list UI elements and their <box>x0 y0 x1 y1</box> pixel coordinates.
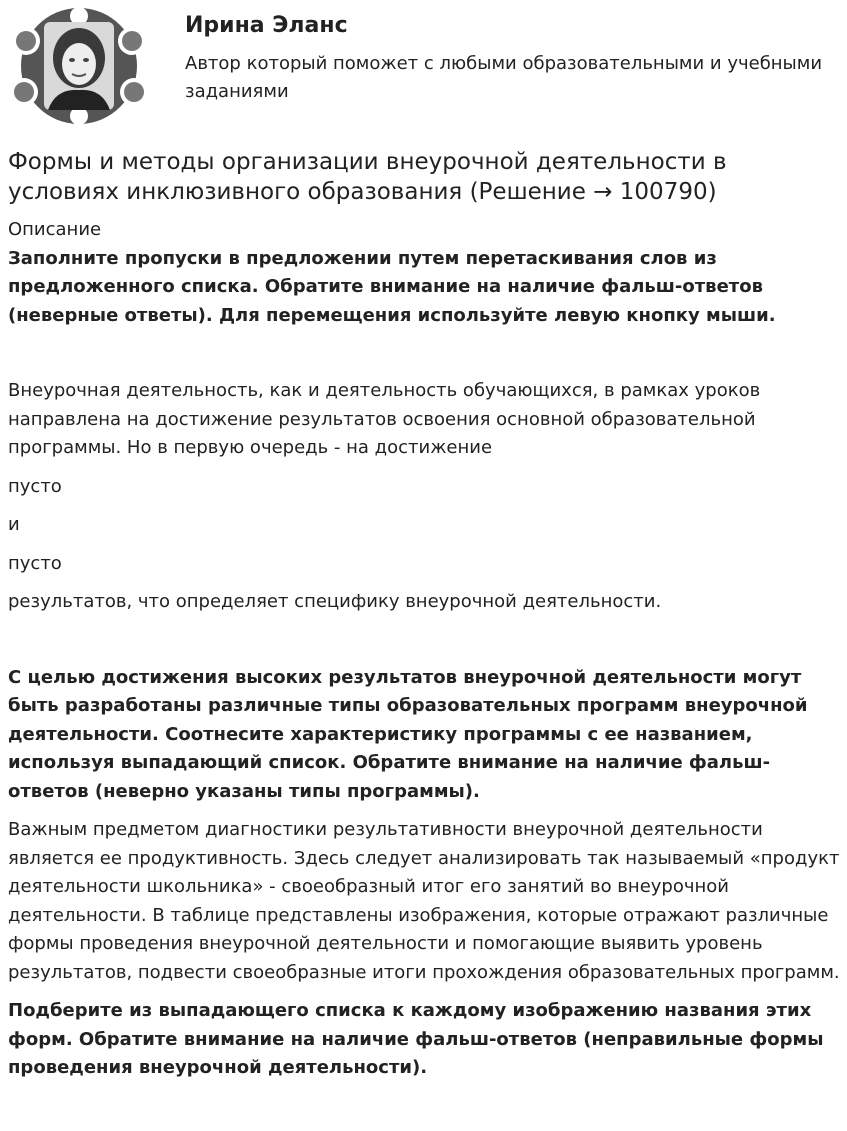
drop-blank-2[interactable]: пусто <box>8 552 62 574</box>
author-photo-icon <box>6 6 152 126</box>
author-name: Ирина Эланс <box>185 13 348 38</box>
task-instruction-fill-blanks: Заполните пропуски в предложении путем перетаскивания слов из предложенного списка. Обратите внимание на наличие фальш-ответов (неверные ответы). Для перемещения используйте левую кнопку мыши. <box>8 247 776 326</box>
sentence-part-2: результатов, что определяет специфику внеурочной деятельности. <box>8 591 662 612</box>
spacer <box>8 463 843 473</box>
spacer <box>8 806 843 816</box>
spacer <box>8 617 843 664</box>
sentence-part-1: Внеурочная деятельность, как и деятельность обучающихся, в рамках уроков направлена на достижение результатов освоения основной образовательной программы. Но в первую очередь - на достижение <box>8 380 761 458</box>
author-block <box>0 0 847 130</box>
paragraph-diagnostics: Важным предметом диагностики результативности внеурочной деятельности является ее продуктивность. Здесь следует анализировать так называемый «продукт деятельности школьника» - своеобразный итог его занятий во внеурочной деятельности. В таблице представлены изображения, которые отражают различные формы проведения внеурочной деятельности и помогающие выявить уровень результатов, подвести своеобразные итоги прохождения образовательных программ. <box>8 819 840 983</box>
task-instruction-select-forms: Подберите из выпадающего списка к каждому изображению названия этих форм. Обратите внимание на наличие фальш-ответов (неправильные формы проведения внеурочной деятельности). <box>8 1000 824 1078</box>
spacer <box>8 540 843 550</box>
spacer <box>8 578 843 588</box>
content <box>8 216 843 1083</box>
spacer <box>8 987 843 997</box>
drop-blank-1[interactable]: пусто <box>8 475 62 497</box>
task-instruction-match-programs: С целью достижения высоких результатов внеурочной деятельности могут быть разработаны различные типы образовательных программ внеурочной деятельности. Соотнесите характеристику программы с ее названием, используя выпадающий список. Обратите внимание на наличие фальш-ответов (неверно указаны типы программы). <box>8 666 808 802</box>
page-title: Формы и методы организации внеурочной деятельности в условиях инклюзивного образования (Решение → 100790) <box>8 149 727 205</box>
author-description: Автор который поможет с любыми образовательными и учебными заданиями <box>185 53 823 102</box>
conjunction-text: и <box>8 514 20 535</box>
spacer <box>8 501 843 511</box>
spacer <box>8 330 843 377</box>
description-label: Описание <box>8 219 102 240</box>
